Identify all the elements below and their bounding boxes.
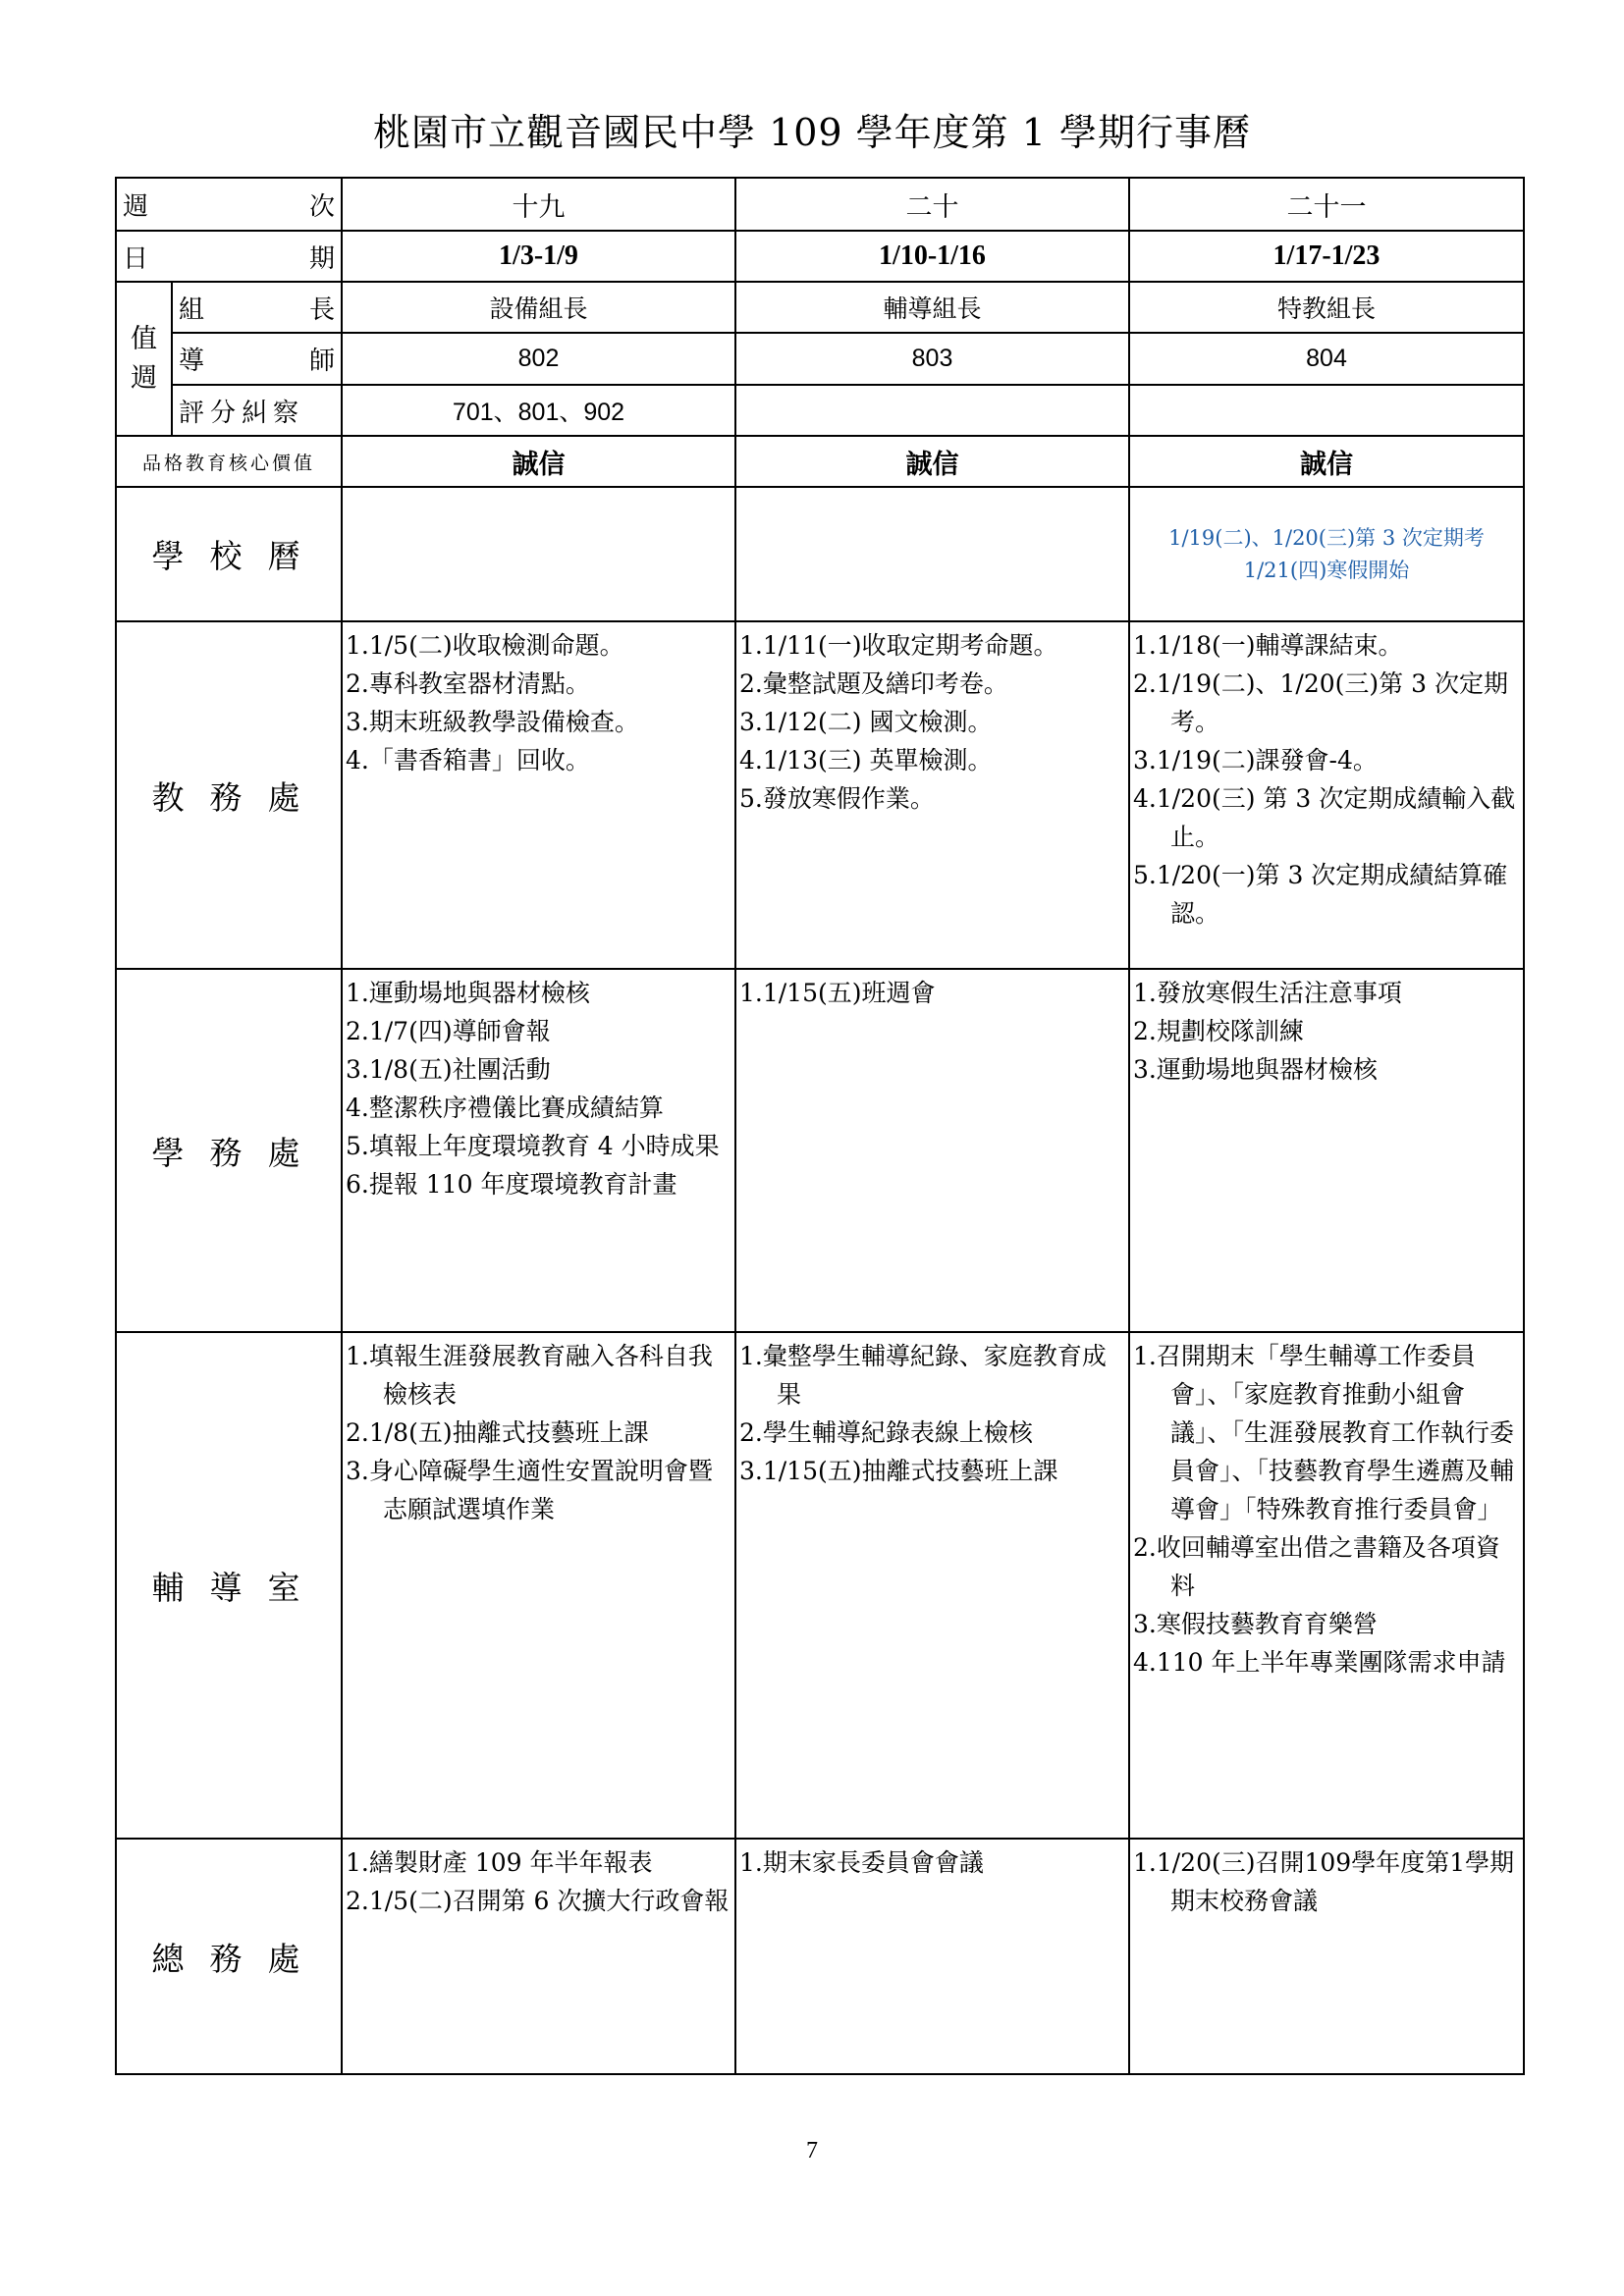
list-item: 2.學生輔導紀錄表線上檢核 [739,1418,1033,1447]
inspect-classes: 701、801、902 [342,385,735,436]
week-label: 週 次 [116,178,342,231]
page-title: 桃園市立觀音國民中學 109 學年度第 1 學期行事曆 [372,111,1252,154]
core-value: 誠信 [735,436,1129,487]
list-item: 4.1/13(三) 英單檢測。 [739,746,993,774]
list-item: 3.1/15(五)抽離式技藝班上課 [739,1457,1058,1485]
leader-label: 組 長 [172,282,342,333]
school-calendar-cell [342,487,735,621]
list-item: 5.填報上年度環境教育 4 小時成果 [346,1132,720,1160]
section-cell [735,621,1129,969]
week-dates: 1/17-1/23 [1129,231,1524,282]
section-label-student-affairs: 學務處 [116,969,342,1332]
list-item: 1.彙整學生輔導紀錄、家庭教育成果 [739,1342,1107,1409]
week-dates: 1/10-1/16 [735,231,1129,282]
list-item: 1.1/18(一)輔導課結束。 [1133,631,1403,660]
inspect-classes [1129,385,1524,436]
list-item: 6.提報 110 年度環境教育計畫 [346,1170,677,1199]
core-value: 誠信 [1129,436,1524,487]
section-cell [342,969,735,1332]
list-item: 1.1/11(一)收取定期考命題。 [739,631,1058,660]
section-cell [342,621,735,969]
section-cell [1129,1839,1524,2074]
duty-tutor-class: 802 [342,333,735,385]
duty-leader: 設備組長 [342,282,735,333]
duty-tutor-class: 804 [1129,333,1524,385]
list-item: 1.1/5(二)收取檢測命題。 [346,631,624,660]
section-label-academic: 教務處 [116,621,342,969]
section-cell [342,1332,735,1839]
list-item: 1.召開期末「學生輔導工作委員會」、「家庭教育推動小組會議」、「生涯發展教育工作執行委員會」、「技藝教育學生遴薦及輔導會」「特殊教育推行委員會」 [1133,1342,1515,1523]
list-item: 2.收回輔導室出借之書籍及各項資料 [1133,1533,1500,1600]
list-item: 1.運動場地與器材檢核 [346,979,590,1007]
list-item: 2.彙整試題及繕印考卷。 [739,669,1008,698]
school-calendar-note: 1/21(四)寒假開始 [1243,558,1410,582]
section-cell [1129,1332,1524,1839]
week-number: 二十 [735,178,1129,231]
list-item: 4.110 年上半年專業團隊需求申請 [1133,1648,1506,1677]
list-item: 1.1/20(三)召開109學年度第1學期期末校務會議 [1133,1848,1515,1915]
week-number: 十九 [342,178,735,231]
list-item: 1.1/15(五)班週會 [739,979,936,1007]
list-item: 1.填報生涯發展教育融入各科自我檢核表 [346,1342,713,1409]
list-item: 2.1/8(五)抽離式技藝班上課 [346,1418,649,1447]
list-item: 1.發放寒假生活注意事項 [1133,979,1402,1007]
school-calendar-note: 1/19(二)、1/20(三)第 3 次定期考 [1168,525,1485,550]
list-item: 2.專科教室器材清點。 [346,669,590,698]
core-value-row [116,436,1524,487]
section-row-student-affairs [116,969,1524,1332]
duty-leader: 特教組長 [1129,282,1524,333]
list-item: 5.發放寒假作業。 [739,784,935,813]
list-item: 3.1/19(二)課發會-4。 [1133,746,1378,774]
list-item: 2.1/5(二)召開第 6 次擴大行政會報 [346,1887,730,1915]
list-item: 3.1/12(二) 國文檢測。 [739,708,993,736]
list-item: 4.「書香箱書」回收。 [346,746,590,774]
duty-leader: 輔導組長 [735,282,1129,333]
section-cell [735,1839,1129,2074]
week-row [116,178,1524,231]
week-dates: 1/3-1/9 [342,231,735,282]
list-item: 1.期末家長委員會會議 [739,1848,984,1877]
date-row [116,231,1524,282]
list-item: 5.1/20(一)第 3 次定期成績結算確認。 [1133,861,1508,928]
school-calendar-label: 學校曆 [116,487,342,621]
duty-label: 值 週 [116,282,172,436]
list-item: 3.1/8(五)社團活動 [346,1055,551,1084]
tutor-label: 導 師 [172,333,342,385]
list-item: 1.繕製財產 109 年半年報表 [346,1848,653,1877]
date-label: 日 期 [116,231,342,282]
school-calendar-cell [1129,487,1524,621]
section-row-general-affairs [116,1839,1524,2074]
core-value-label: 品格教育核心價值 [116,436,342,487]
duty-tutor-row [116,333,1524,385]
list-item: 4.1/20(三) 第 3 次定期成績輸入截止。 [1133,784,1516,851]
list-item: 2.1/19(二)、1/20(三)第 3 次定期考。 [1133,669,1508,736]
school-calendar-cell [735,487,1129,621]
core-value: 誠信 [342,436,735,487]
list-item: 3.期末班級教學設備檢查。 [346,708,639,736]
school-calendar-row [116,487,1524,621]
calendar-table [115,177,1525,2075]
section-cell [342,1839,735,2074]
section-row-academic [116,621,1524,969]
inspect-classes [735,385,1129,436]
list-item: 2.1/7(四)導師會報 [346,1017,551,1045]
duty-tutor-class: 803 [735,333,1129,385]
inspect-label: 評分糾察 [172,385,342,436]
duty-inspect-row [116,385,1524,436]
list-item: 3.寒假技藝教育育樂營 [1133,1610,1378,1638]
section-cell [735,969,1129,1332]
list-item: 3.身心障礙學生適性安置說明會暨志願試選填作業 [346,1457,713,1523]
list-item: 2.規劃校隊訓練 [1133,1017,1304,1045]
section-label-general-affairs: 總務處 [116,1839,342,2074]
page-number: 7 [806,2138,818,2163]
section-label-counseling: 輔導室 [116,1332,342,1839]
section-cell [735,1332,1129,1839]
duty-leader-row [116,282,1524,333]
section-cell [1129,969,1524,1332]
section-row-counseling [116,1332,1524,1839]
list-item: 3.運動場地與器材檢核 [1133,1055,1378,1084]
week-number: 二十一 [1129,178,1524,231]
section-cell [1129,621,1524,969]
list-item: 4.整潔秩序禮儀比賽成績結算 [346,1094,664,1122]
